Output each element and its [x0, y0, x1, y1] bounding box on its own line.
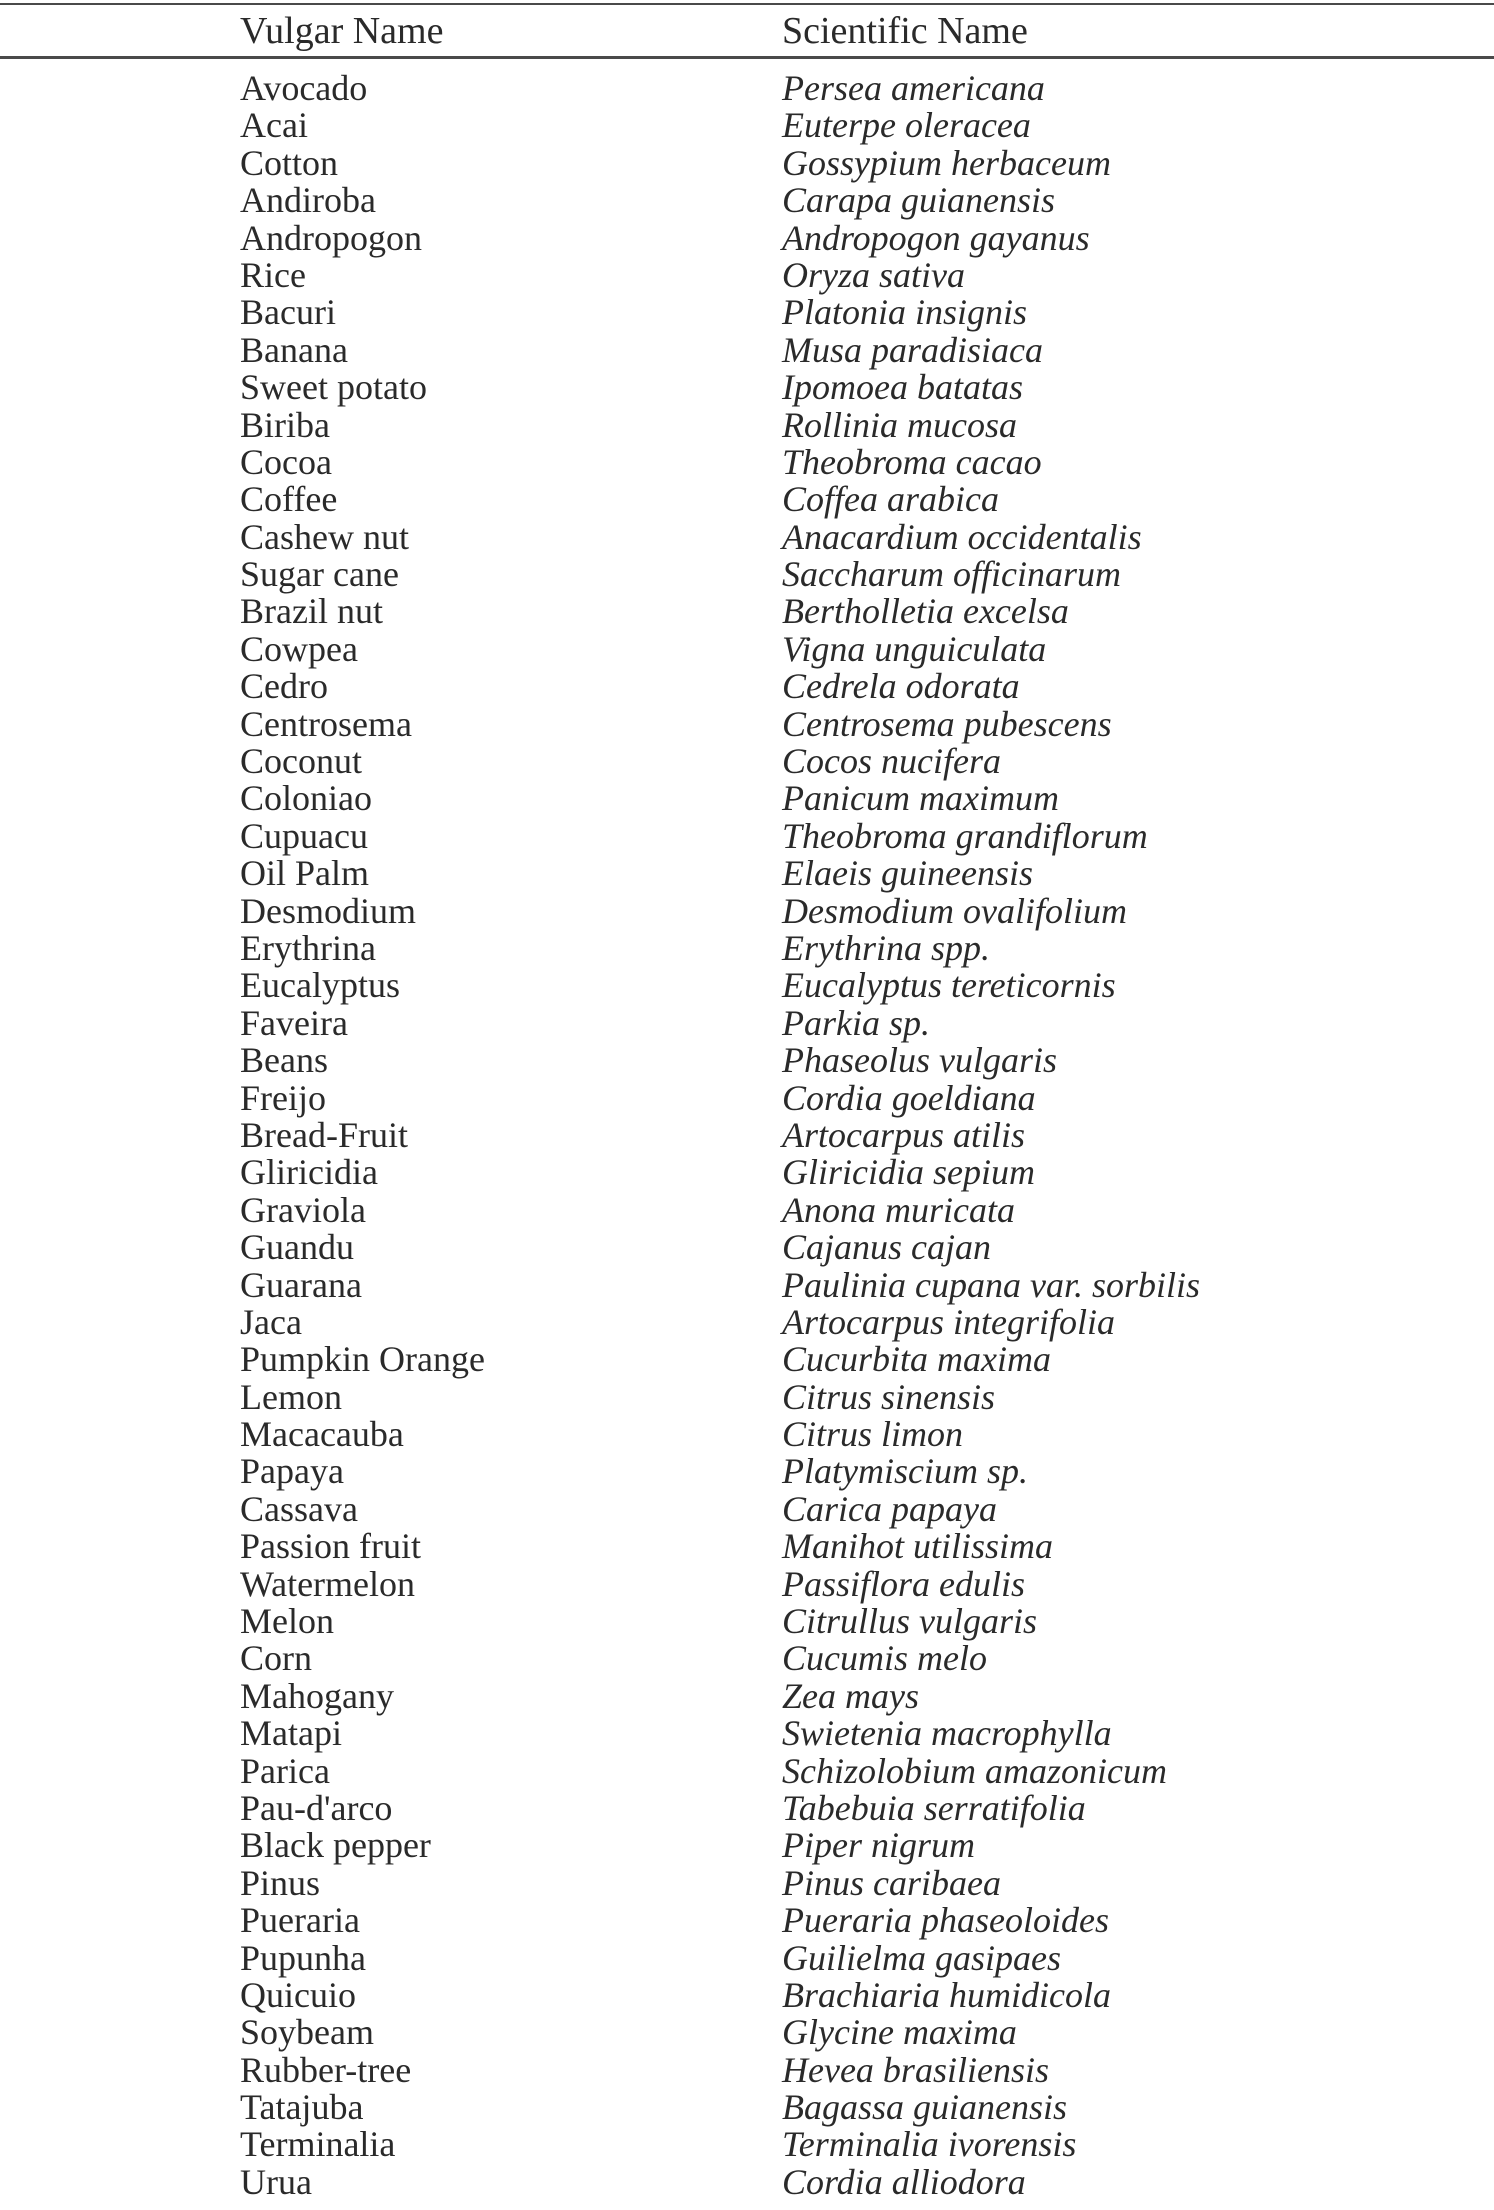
vulgar-name-cell: Tatajuba: [240, 2087, 364, 2128]
scientific-name-cell: Centrosema pubescens: [782, 703, 1112, 744]
vulgar-name-cell: Andiroba: [240, 180, 376, 221]
table-row: [0, 1376, 1494, 1417]
vulgar-name-cell: Coloniao: [240, 778, 372, 819]
vulgar-name-cell: Terminalia: [240, 2124, 396, 2165]
vulgar-name-cell: Beans: [240, 1040, 328, 1081]
vulgar-name-cell: Parica: [240, 1750, 330, 1791]
vulgar-name-cell: Rice: [240, 254, 306, 295]
scientific-name-cell: Bagassa guianensis: [782, 2087, 1068, 2128]
scientific-name-cell: Guilielma gasipaes: [782, 1937, 1061, 1978]
table-row: [0, 855, 1494, 892]
scientific-name-cell: Desmodium ovalifolium: [782, 890, 1127, 931]
scientific-name-cell: Andropogon gayanus: [782, 217, 1090, 258]
scientific-name-cell: Saccharum officinarum: [782, 554, 1121, 595]
vulgar-name-cell: Avocado: [240, 68, 368, 108]
table-row: [0, 329, 1494, 370]
scientific-name-cell: Elaeis guineensis: [782, 853, 1033, 894]
vulgar-name-cell: Oil Palm: [240, 853, 370, 894]
vulgar-name-cell: Brazil nut: [240, 591, 383, 632]
table-row: [0, 927, 1494, 968]
scientific-name-cell: Rollinia mucosa: [782, 404, 1017, 445]
table-row: [0, 1416, 1494, 1453]
table-row: [0, 1827, 1494, 1864]
vulgar-name-cell: Bacuri: [240, 292, 336, 333]
scientific-name-cell: Phaseolus vulgaris: [782, 1040, 1057, 1081]
table-row: [0, 516, 1494, 557]
scientific-name-cell: Cucumis melo: [782, 1638, 987, 1679]
table-row: [0, 294, 1494, 331]
scientific-name-cell: Gliricidia sepium: [782, 1152, 1035, 1193]
table-row: [0, 1937, 1494, 1978]
scientific-name-cell: Swietenia macrophylla: [782, 1713, 1112, 1754]
scientific-name-cell: Panicum maximum: [782, 778, 1059, 819]
table-row: [0, 1453, 1494, 1490]
scientific-name-cell: Piper nigrum: [782, 1825, 975, 1866]
vulgar-name-cell: Mahogany: [240, 1675, 394, 1716]
table-row: [0, 1189, 1494, 1230]
scientific-name-cell: Euterpe oleracea: [782, 105, 1031, 146]
table-row: [0, 2014, 1494, 2051]
scientific-name-cell: Persea americana: [782, 68, 1045, 108]
table-row: [0, 780, 1494, 817]
table-row: [0, 1563, 1494, 1604]
scientific-name-cell: Brachiaria humidicola: [782, 1974, 1111, 2015]
table-row: [0, 404, 1494, 445]
vulgar-name-cell: Guandu: [240, 1227, 354, 1268]
vulgar-name-cell: Andropogon: [240, 217, 422, 258]
vulgar-name-cell: Pau-d'arco: [240, 1787, 393, 1828]
table-row: [0, 1488, 1494, 1529]
vulgar-name-cell: Cocoa: [240, 441, 332, 482]
header-scientific-name: Scientific Name: [782, 10, 1028, 52]
scientific-name-cell: Erythrina spp.: [782, 927, 991, 968]
table-row: [0, 1301, 1494, 1342]
vulgar-name-cell: Pueraria: [240, 1900, 360, 1941]
vulgar-name-cell: Black pepper: [240, 1825, 431, 1866]
scientific-name-cell: Cedrela odorata: [782, 666, 1020, 707]
scientific-name-cell: Platonia insignis: [782, 292, 1028, 333]
scientific-name-cell: Anona muricata: [782, 1189, 1015, 1230]
vulgar-name-cell: Cassava: [240, 1488, 358, 1529]
table-row: [0, 668, 1494, 705]
vulgar-name-cell: Cotton: [240, 142, 339, 183]
scientific-name-cell: Terminalia ivorensis: [782, 2124, 1077, 2165]
vulgar-name-cell: Freijo: [240, 1077, 326, 1118]
table-row: [0, 890, 1494, 931]
table-row: [0, 1787, 1494, 1828]
table-row: [0, 1974, 1494, 2015]
scientific-name-cell: Theobroma grandiflorum: [782, 815, 1148, 856]
scientific-name-cell: Gossypium herbaceum: [782, 142, 1111, 183]
scientific-name-cell: Tabebuia serratifolia: [782, 1787, 1086, 1828]
scientific-name-cell: Artocarpus integrifolia: [782, 1301, 1115, 1342]
table-top-rule: [0, 3, 1494, 5]
vulgar-name-cell: Papaya: [240, 1451, 344, 1492]
table-row: [0, 1862, 1494, 1903]
scientific-name-cell: Eucalyptus tereticornis: [782, 965, 1116, 1006]
scientific-name-cell: Citrus sinensis: [782, 1376, 996, 1417]
vulgar-name-cell: Coffee: [240, 479, 338, 520]
vulgar-name-cell: Pinus: [240, 1862, 321, 1903]
table-row: [0, 1528, 1494, 1565]
scientific-name-cell: Carica papaya: [782, 1488, 997, 1529]
scientific-name-cell: Zea mays: [782, 1675, 919, 1716]
table-row: [0, 628, 1494, 669]
table-row: [0, 703, 1494, 744]
table-row: [0, 441, 1494, 482]
table-row: [0, 481, 1494, 518]
scientific-name-cell: Cucurbita maxima: [782, 1339, 1051, 1380]
vulgar-name-cell: Sweet potato: [240, 367, 427, 408]
table-header: [0, 8, 1494, 54]
vulgar-name-cell: Erythrina: [240, 927, 376, 968]
scientific-name-cell: Citrus limon: [782, 1414, 964, 1455]
scientific-name-cell: Manihot utilissima: [782, 1526, 1054, 1567]
table-row: [0, 2049, 1494, 2090]
table-row: [0, 1077, 1494, 1118]
vulgar-name-cell: Urua: [240, 2161, 312, 2202]
table-row: [0, 556, 1494, 593]
vulgar-name-cell: Pumpkin Orange: [240, 1339, 485, 1380]
scientific-name-cell: Cocos nucifera: [782, 741, 1001, 782]
vulgar-name-cell: Cupuacu: [240, 815, 368, 856]
vulgar-name-cell: Matapi: [240, 1713, 342, 1754]
vulgar-name-cell: Biriba: [240, 404, 330, 445]
vulgar-name-cell: Macacauba: [240, 1414, 404, 1455]
table-row: [0, 1750, 1494, 1791]
scientific-name-cell: Cordia alliodora: [782, 2161, 1026, 2202]
table-row: [0, 1042, 1494, 1079]
vulgar-name-cell: Lemon: [240, 1376, 342, 1417]
table-header-rule: [0, 56, 1494, 59]
table-row: [0, 217, 1494, 258]
vulgar-name-cell: Bread-Fruit: [240, 1114, 408, 1155]
scientific-name-cell: Coffea arabica: [782, 479, 999, 520]
scientific-name-cell: Anacardium occidentalis: [782, 516, 1142, 557]
scientific-name-cell: Ipomoea batatas: [782, 367, 1023, 408]
vulgar-name-cell: Centrosema: [240, 703, 412, 744]
scientific-name-cell: Schizolobium amazonicum: [782, 1750, 1167, 1791]
table-row: [0, 967, 1494, 1004]
scientific-name-cell: Hevea brasiliensis: [782, 2049, 1049, 2090]
table-row: [0, 2126, 1494, 2163]
scientific-name-cell: Cajanus cajan: [782, 1227, 992, 1268]
vulgar-name-cell: Faveira: [240, 1002, 348, 1043]
scientific-name-cell: Passiflora edulis: [782, 1563, 1026, 1604]
vulgar-name-cell: Sugar cane: [240, 554, 399, 595]
table-row: [0, 815, 1494, 856]
scientific-name-cell: Vigna unguiculata: [782, 628, 1047, 669]
table-row: [0, 107, 1494, 144]
vulgar-name-cell: Banana: [240, 329, 348, 370]
scientific-name-cell: Parkia sp.: [782, 1002, 930, 1043]
table-row: [0, 2161, 1494, 2202]
vulgar-name-cell: Eucalyptus: [240, 965, 400, 1006]
vulgar-name-cell: Rubber-tree: [240, 2049, 412, 2090]
table-row: [0, 1229, 1494, 1266]
vulgar-name-cell: Pupunha: [240, 1937, 366, 1978]
vulgar-name-cell: Watermelon: [240, 1563, 416, 1604]
table-row: [0, 142, 1494, 183]
table-row: [0, 1675, 1494, 1716]
scientific-name-cell: Glycine maxima: [782, 2012, 1017, 2053]
vulgar-name-cell: Passion fruit: [240, 1526, 422, 1567]
scientific-name-cell: Carapa guianensis: [782, 180, 1056, 221]
scientific-name-cell: Theobroma cacao: [782, 441, 1042, 482]
scientific-name-cell: Oryza sativa: [782, 254, 965, 295]
table-row: [0, 743, 1494, 780]
scientific-name-cell: Musa paradisiaca: [782, 329, 1043, 370]
table-row: [0, 1603, 1494, 1640]
scientific-name-cell: Platymiscium sp.: [782, 1451, 1028, 1492]
scientific-name-cell: Paulinia cupana var. sorbilis: [782, 1264, 1201, 1305]
vulgar-name-cell: Desmodium: [240, 890, 416, 931]
vulgar-name-cell: Cowpea: [240, 628, 358, 669]
table-row: [0, 1002, 1494, 1043]
vulgar-name-cell: Melon: [240, 1601, 334, 1642]
scientific-name-cell: Artocarpus atilis: [782, 1114, 1026, 1155]
header-vulgar-name: Vulgar Name: [240, 10, 444, 52]
table-row: [0, 1341, 1494, 1378]
vulgar-name-cell: Graviola: [240, 1189, 366, 1230]
table-row: [0, 254, 1494, 295]
table-row: [0, 1902, 1494, 1939]
vulgar-name-cell: Coconut: [240, 741, 362, 782]
table-row: [0, 182, 1494, 219]
vulgar-name-cell: Soybeam: [240, 2012, 374, 2053]
vulgar-name-cell: Jaca: [240, 1301, 302, 1342]
vulgar-name-cell: Cashew nut: [240, 516, 409, 557]
scientific-name-cell: Pueraria phaseoloides: [782, 1900, 1109, 1941]
table-body: [0, 70, 1494, 2210]
scientific-name-cell: Cordia goeldiana: [782, 1077, 1036, 1118]
vulgar-name-cell: Gliricidia: [240, 1152, 378, 1193]
scientific-name-cell: Bertholletia excelsa: [782, 591, 1069, 632]
table-row: [0, 2089, 1494, 2126]
table-row: [0, 593, 1494, 630]
vulgar-name-cell: Corn: [240, 1638, 312, 1679]
table-row: [0, 70, 1494, 107]
table-row: [0, 1154, 1494, 1191]
vulgar-name-cell: Cedro: [240, 666, 328, 707]
scientific-name-cell: Citrullus vulgaris: [782, 1601, 1038, 1642]
scientific-name-cell: Pinus caribaea: [782, 1862, 1001, 1903]
table-row: [0, 1264, 1494, 1305]
table-row: [0, 1715, 1494, 1752]
vulgar-name-cell: Acai: [240, 105, 308, 146]
table-row: [0, 369, 1494, 406]
vulgar-name-cell: Guarana: [240, 1264, 362, 1305]
table-row: [0, 1114, 1494, 1155]
table-row: [0, 1640, 1494, 1677]
vulgar-name-cell: Quicuio: [240, 1974, 356, 2015]
